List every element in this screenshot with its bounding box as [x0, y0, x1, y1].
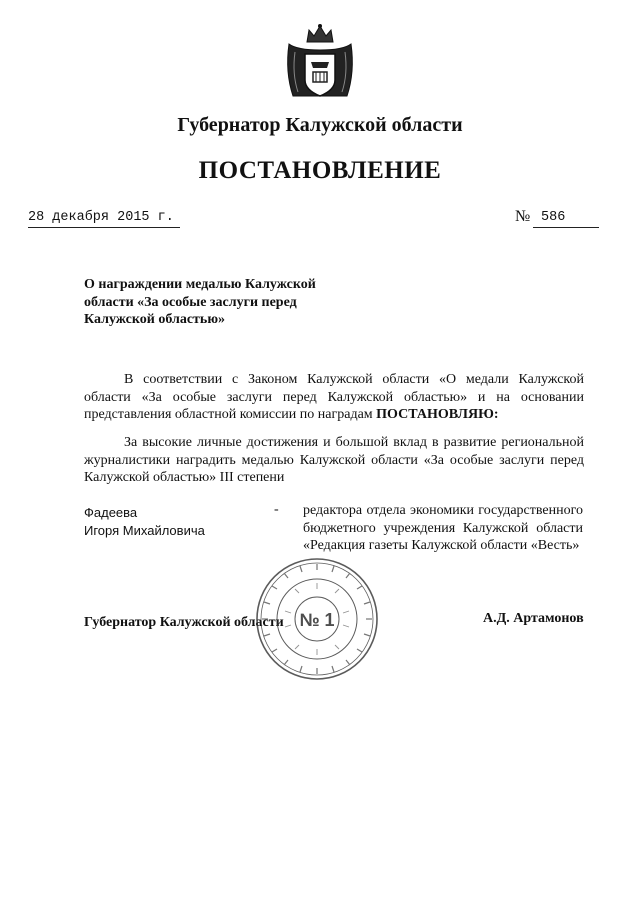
document-type-title: ПОСТАНОВЛЕНИЕ — [198, 157, 442, 184]
document-subject: О награждении медалью Калужской области «За особые заслуги перед Калужской областью» — [84, 277, 316, 327]
number-label: № — [515, 208, 531, 225]
number-underline — [533, 227, 599, 228]
issuing-authority: Губернатор Калужской области — [177, 114, 463, 136]
awardee-surname: Фадеева — [84, 505, 138, 520]
preamble-text: В соответствии с Законом Калужской области «О медали Калужской области «За особые заслуги перед Калужской областью» и на основании представления областной комиссии по наградам — [84, 372, 584, 422]
awardee-dash: - — [274, 502, 279, 517]
official-round-seal-icon — [254, 556, 380, 682]
document-date: 28 декабря 2015 г. — [28, 210, 174, 225]
kaluga-coat-of-arms-icon — [283, 22, 357, 104]
date-underline — [28, 227, 180, 228]
awardee-name — [84, 504, 205, 539]
signer-name: А.Д. Артамонов — [483, 611, 584, 626]
seal-number: № 1 — [299, 610, 335, 630]
resolve-keyword: ПОСТАНОВЛЯЮ: — [376, 407, 499, 422]
award-paragraph: За высокие личные достижения и большой вклад в развитие региональной журналистики наградить медалью Калужской области «За особые заслуги перед Калужской областью» III степени — [84, 435, 584, 485]
signer-title: Губернатор Калужской области — [84, 615, 284, 630]
preamble-paragraph — [84, 371, 584, 424]
document-number: 586 — [541, 210, 566, 225]
awardee-given-names: Игоря Михайловича — [84, 522, 205, 538]
awardee-position: редактора отдела экономики государственного бюджетного учреждения Калужской области «Редакция газеты Калужской области «Весть» — [303, 503, 583, 553]
